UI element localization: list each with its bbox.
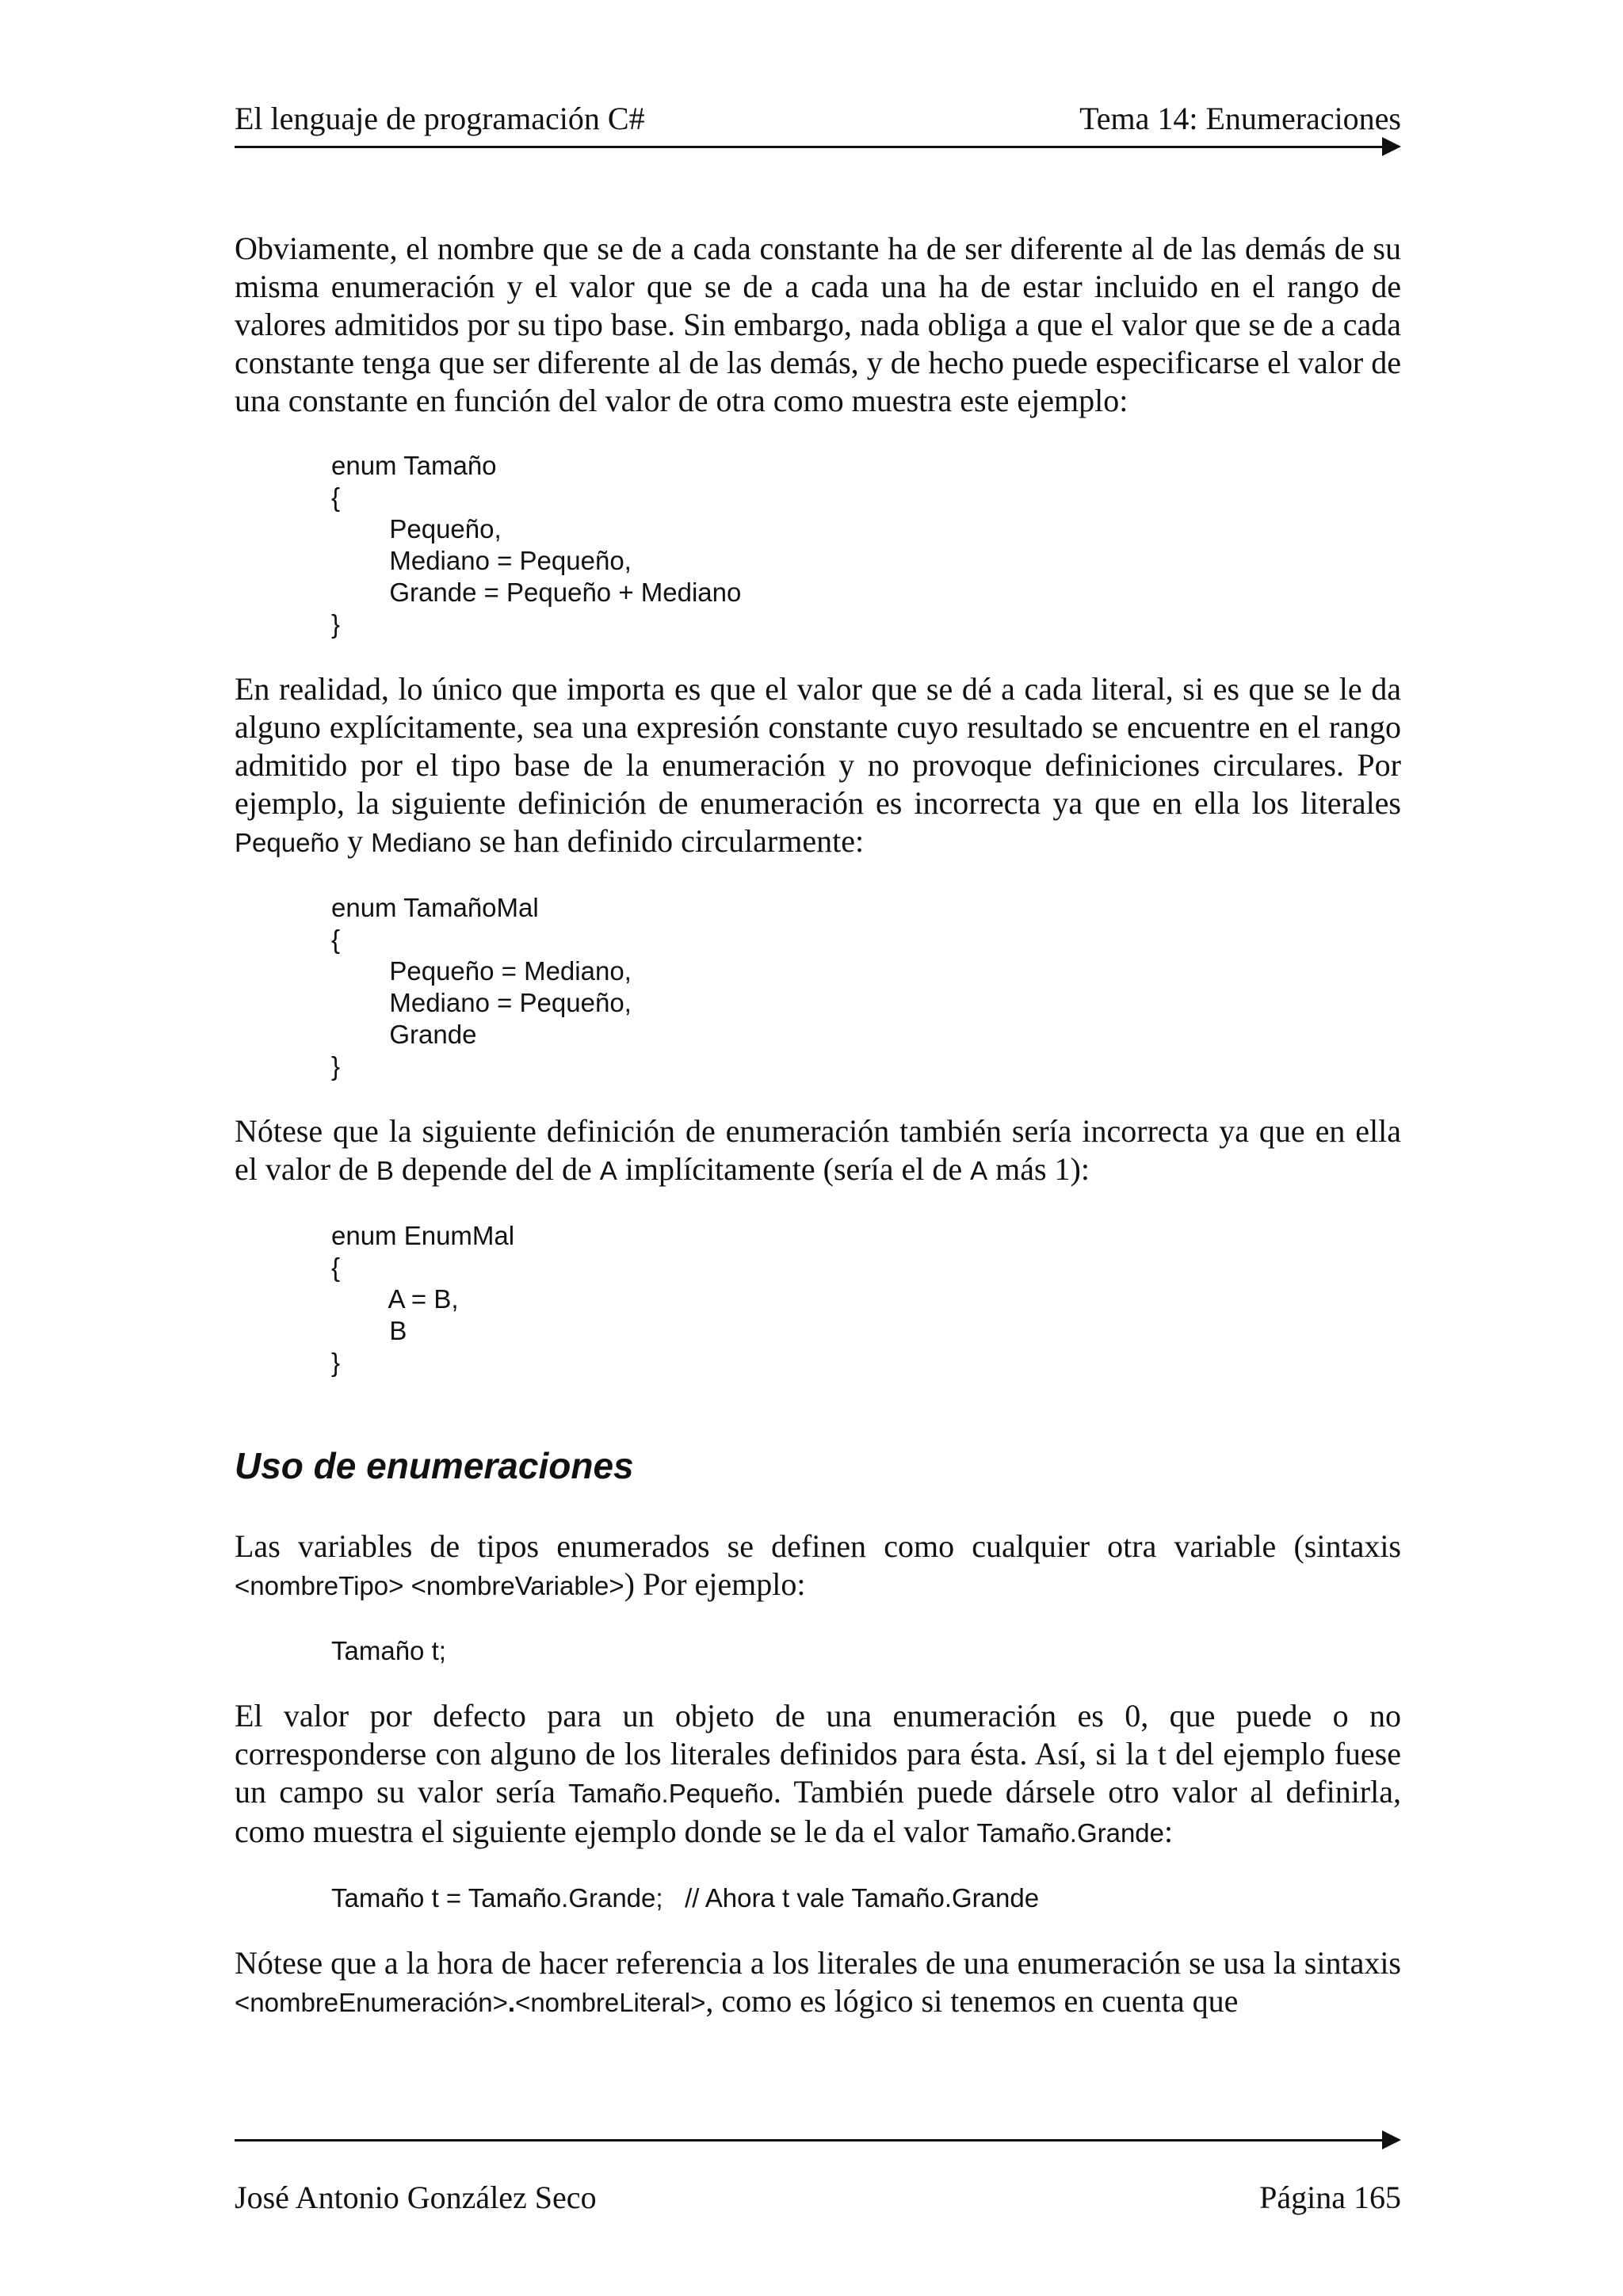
section-heading: Uso de enumeraciones bbox=[235, 1445, 634, 1486]
page-footer bbox=[235, 2139, 1401, 2226]
paragraph-6: Nótese que a la hora de hacer referencia a los literales de una enumeración se usa la sintaxis <nombreEnumeración>.<nombreLiteral>, como es lógico si tenemos en cuenta que bbox=[235, 1945, 1401, 2019]
footer-author: José Antonio González Seco bbox=[235, 2180, 597, 2215]
paragraph-2: En realidad, lo único que importa es que el valor que se dé a cada literal, si es que se le da alguno explícitamente, sea una expresión constante cuyo resultado se encuentre en el rango admitido por el tipo base de la enumeración y no provoque definiciones circulares. Por ejemplo, la siguiente definición de enumeración es incorrecta ya que en ella los literales Pequeño y Mediano se han definido circularmente: bbox=[235, 671, 1401, 859]
inline-code: A bbox=[970, 1156, 988, 1185]
inline-code: Mediano bbox=[371, 828, 472, 857]
inline-code: Tamaño.Pequeño bbox=[568, 1779, 773, 1808]
paragraph-5: El valor por defecto para un objeto de una enumeración es 0, que puede o no corresponderse con alguno de los literales definidos para ésta. Así, si la t del ejemplo fuese un campo su valor sería Tamaño.Pequeño. También puede dársele otro valor al definirla, como muestra el siguiente ejemplo donde se le da el valor Tamaño.Grande: bbox=[235, 1698, 1401, 1849]
footer-arrow-rule bbox=[235, 2139, 1384, 2142]
page-header bbox=[235, 98, 1401, 154]
paragraph-3: Nótese que la siguiente definición de enumeración también sería incorrecta ya que en ella el valor de B depende del de A implícitamente (sería el de A más 1): bbox=[235, 1113, 1401, 1187]
header-book-title: El lenguaje de programación C# bbox=[235, 101, 645, 136]
header-arrow-rule bbox=[235, 146, 1384, 148]
header-chapter-title: Tema 14: Enumeraciones bbox=[1079, 101, 1401, 136]
inline-code: Tamaño.Grande bbox=[976, 1818, 1165, 1848]
page-content bbox=[235, 230, 1401, 2022]
inline-code: <nombreEnumeración> bbox=[235, 1988, 508, 2017]
inline-code: A bbox=[599, 1156, 617, 1185]
inline-code: <nombreTipo> <nombreVariable> bbox=[235, 1571, 624, 1600]
paragraph-4: Las variables de tipos enumerados se definen como cualquier otra variable (sintaxis <nombreTipo> <nombreVariable>) Por ejemplo: bbox=[235, 1528, 1401, 1602]
code-block-tamano: enum Tamaño { Pequeño, Mediano = Pequeño, Grande = Pequeño + Mediano } bbox=[331, 451, 742, 639]
code-block-declaration: Tamaño t; bbox=[331, 1636, 446, 1665]
code-block-tamanomal: enum TamañoMal { Pequeño = Mediano, Mediano = Pequeño, Grande } bbox=[331, 893, 632, 1081]
inline-code: Pequeño bbox=[235, 828, 340, 857]
code-block-enummal: enum EnumMal { A = B, B } bbox=[331, 1221, 515, 1377]
inline-code: <nombreLiteral> bbox=[515, 1988, 706, 2017]
inline-code: B bbox=[376, 1156, 394, 1185]
paragraph-1: Obviamente, el nombre que se de a cada constante ha de ser diferente al de las demás de su misma enumeración y el valor que se de a cada una ha de estar incluido en el rango de valores admitidos por su tipo base. Sin embargo, nada obliga a que el valor que se de a cada constante tenga que ser diferente al de las demás, y de hecho puede especificarse el valor de una constante en función del valor de otra como muestra este ejemplo: bbox=[235, 231, 1401, 418]
code-block-assignment: Tamaño t = Tamaño.Grande; // Ahora t vale Tamaño.Grande bbox=[331, 1883, 1040, 1913]
footer-page-number: Página 165 bbox=[1259, 2180, 1401, 2215]
